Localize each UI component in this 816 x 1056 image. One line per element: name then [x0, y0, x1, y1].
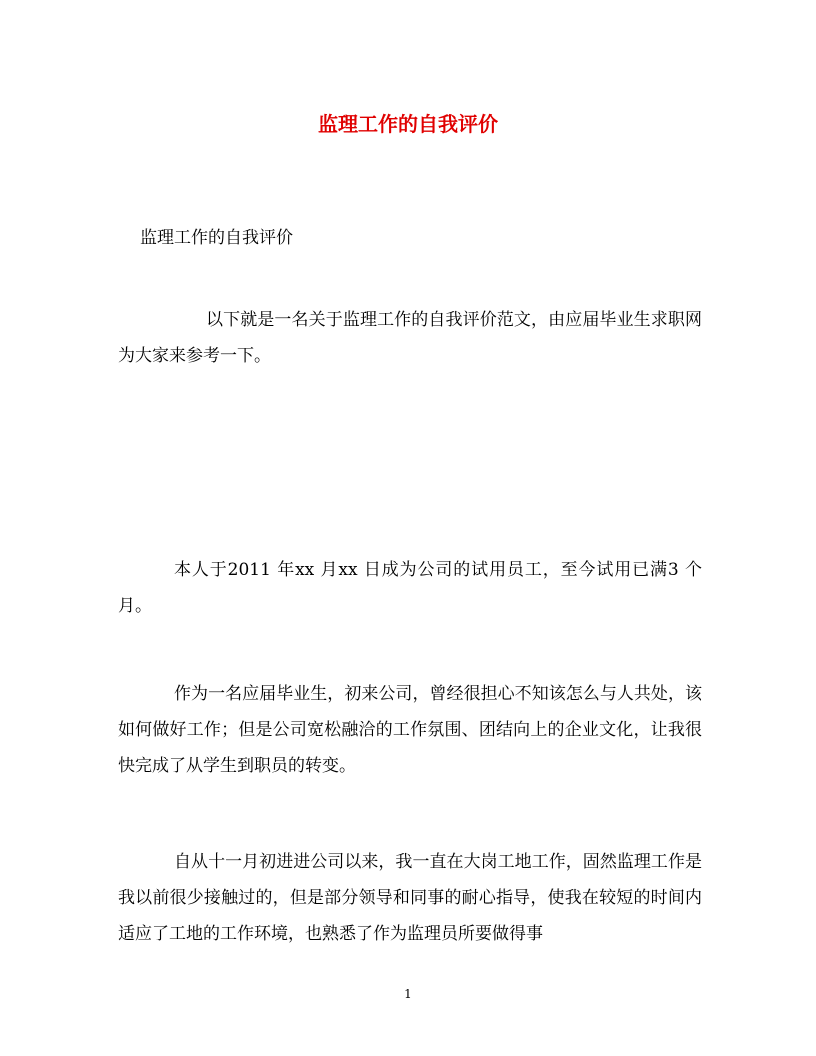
paragraph-work-experience: 自从十一月初进进公司以来，我一直在大岗工地工作，固然监理工作是我以前很少接触过的，但是部分领导和同事的耐心指导，使我在较短的时间内适应了工地的工作环境，也熟悉了作为监理员所要做得事	[118, 852, 702, 944]
document-subtitle: 监理工作的自我评价	[140, 228, 293, 248]
document-title: 监理工作的自我评价	[318, 112, 498, 136]
paragraph-adaptation: 作为一名应届毕业生，初来公司，曾经很担心不知该怎么与人共处，该如何做好工作；但是公司宽松融洽的工作氛围、团结向上的企业文化，让我很快完成了从学生到职员的转变。	[118, 684, 702, 776]
paragraph-probation: 本人于2011 年xx 月xx 日成为公司的试用员工，至今试用已满3 个月。	[118, 560, 702, 616]
paragraph-intro: 以下就是一名关于监理工作的自我评价范文，由应届毕业生求职网为大家来参考一下。	[118, 310, 702, 366]
page-number: 1	[404, 987, 412, 1001]
